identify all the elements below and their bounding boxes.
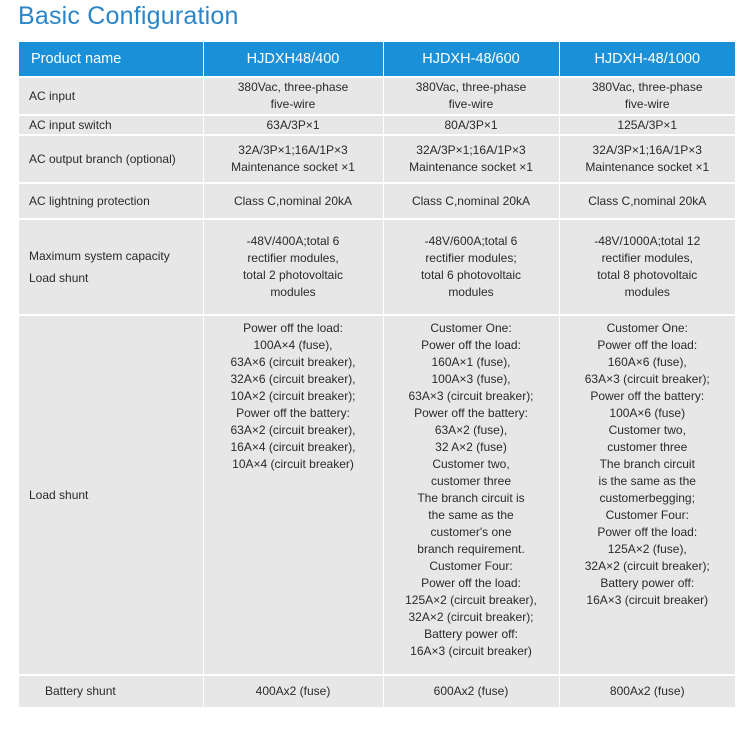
cell-line: 380Vac, three-phase: [591, 80, 703, 94]
cell-line: 600Ax2 (fuse): [433, 684, 509, 698]
cell-line: Customer One:: [606, 321, 688, 335]
cell-line: 125A×2 (fuse),: [607, 542, 687, 556]
cell-value: [559, 183, 735, 219]
table-row: [19, 135, 735, 183]
cell-line: Maintenance socket ×1: [409, 160, 533, 174]
row-label: AC lightning protection: [19, 183, 203, 219]
cell-line: Load shunt: [29, 270, 89, 285]
cell-line: Power off the load:: [421, 576, 521, 590]
cell-line: five-wire: [448, 97, 494, 111]
cell-line: Power off the battery:: [236, 406, 350, 420]
cell-line: five-wire: [624, 97, 670, 111]
cell-value: [203, 675, 383, 707]
cell-line: Power off the load:: [597, 525, 698, 539]
cell-line: 63A×2 (circuit breaker),: [230, 423, 356, 437]
cell-line: Battery power off:: [600, 576, 695, 590]
cell-line: 380Vac, three-phase: [415, 80, 527, 94]
cell-line: -48V/600A;total 6: [424, 234, 518, 248]
cell-line: -48V/1000A;total 12: [594, 234, 701, 248]
page-title: Basic Configuration: [18, 2, 239, 30]
table-row: [19, 115, 735, 135]
cell-line: Power off the battery:: [414, 406, 528, 420]
cell-line: 10A×2 (circuit breaker);: [230, 389, 356, 403]
cell-value: [559, 77, 735, 115]
cell-line: modules: [624, 285, 670, 299]
cell-value: [203, 315, 383, 675]
cell-line: customer three: [430, 474, 512, 488]
cell-line: Customer Four:: [429, 559, 513, 573]
cell-line: 100A×3 (fuse),: [431, 372, 511, 386]
cell-line: 125A/3P×1: [617, 117, 678, 132]
cell-line: 125A×2 (circuit breaker),: [405, 593, 537, 607]
cell-line: Maintenance socket ×1: [585, 160, 710, 174]
cell-value: [383, 315, 559, 675]
row-label: Load shunt: [19, 315, 203, 675]
cell-line: rectifier modules,: [601, 251, 693, 265]
cell-line: 32A/3P×1;16A/1P×3: [238, 143, 348, 157]
cell-value: [203, 219, 383, 315]
cell-line: Power off the load:: [597, 338, 698, 352]
cell-line: 32A×2 (circuit breaker);: [584, 559, 710, 573]
cell-line: modules: [270, 285, 316, 299]
cell-line: 63A×3 (circuit breaker);: [584, 372, 710, 386]
cell-value: [559, 219, 735, 315]
cell-line: customer three: [607, 440, 688, 454]
table-row: [19, 219, 735, 315]
cell-value: [203, 135, 383, 183]
cell-value: [383, 675, 559, 707]
cell-line: 160A×6 (fuse),: [607, 355, 687, 369]
cell-line: 16A×3 (circuit breaker): [410, 644, 532, 658]
cell-line: Customer two,: [432, 457, 510, 471]
table-row: [19, 183, 735, 219]
header-model-600: HJDXH-48/600: [383, 42, 559, 77]
row-label: AC output branch (optional): [19, 135, 203, 183]
cell-line: rectifier modules;: [425, 251, 517, 265]
cell-line: 63A×3 (circuit breaker);: [408, 389, 534, 403]
cell-line: 400Ax2 (fuse): [255, 684, 331, 698]
cell-line: total 2 photovoltaic: [242, 268, 344, 282]
cell-value: [383, 183, 559, 219]
cell-line: 63A/3P×1: [266, 117, 320, 132]
cell-value: [559, 675, 735, 707]
cell-value: [203, 77, 383, 115]
cell-line: -48V/400A;total 6: [246, 234, 340, 248]
cell-line: Customer One:: [430, 321, 512, 335]
cell-line: 380Vac, three-phase: [237, 80, 349, 94]
table-row: [19, 315, 735, 675]
cell-line: 100A×4 (fuse),: [253, 338, 333, 352]
header-model-1000: HJDXH-48/1000: [559, 42, 735, 77]
cell-line: Maintenance socket ×1: [231, 160, 355, 174]
cell-value: [559, 315, 735, 675]
cell-line: 16A×3 (circuit breaker): [586, 593, 709, 607]
cell-value: [203, 183, 383, 219]
cell-line: total 6 photovoltaic: [420, 268, 522, 282]
cell-line: Customer two,: [608, 423, 686, 437]
cell-value: [383, 77, 559, 115]
cell-line: 32A/3P×1;16A/1P×3: [416, 143, 526, 157]
cell-line: Customer Four:: [605, 508, 689, 522]
cell-line: 160A×1 (fuse),: [431, 355, 511, 369]
cell-line: Class C,nominal 20kA: [233, 193, 353, 208]
cell-line: 80A/3P×1: [444, 117, 498, 132]
cell-value: [203, 115, 383, 135]
cell-line: the same as the: [428, 508, 514, 522]
cell-line: branch requirement.: [417, 542, 525, 556]
cell-line: total 8 photovoltaic: [597, 268, 698, 282]
header-product-name: Product name: [19, 42, 203, 77]
cell-value: [383, 135, 559, 183]
cell-line: 32A×2 (circuit breaker);: [408, 610, 534, 624]
cell-line: 63A×6 (circuit breaker),: [230, 355, 356, 369]
config-table: [19, 42, 735, 707]
cell-line: Power off the load:: [421, 338, 521, 352]
cell-line: Power off the battery:: [590, 389, 705, 403]
cell-value: [383, 219, 559, 315]
table-header: [19, 42, 735, 77]
cell-line: Class C,nominal 20kA: [411, 193, 531, 208]
cell-line: is the same as the: [598, 474, 696, 488]
cell-line: 32A/3P×1;16A/1P×3: [592, 143, 702, 157]
table-row: [19, 77, 735, 115]
cell-line: Battery power off:: [424, 627, 518, 641]
cell-line: 10A×4 (circuit breaker): [232, 457, 354, 471]
cell-line: customer's one: [430, 525, 512, 539]
cell-value: [383, 115, 559, 135]
cell-line: Maximum system capacity: [29, 248, 170, 263]
cell-line: 16A×4 (circuit breaker),: [230, 440, 356, 454]
row-label: AC input switch: [19, 115, 203, 135]
row-label: Battery shunt: [19, 675, 203, 707]
cell-line: customerbegging;: [599, 491, 695, 505]
cell-line: five-wire: [270, 97, 316, 111]
cell-line: The branch circuit: [599, 457, 695, 471]
cell-line: rectifier modules,: [247, 251, 339, 265]
header-model-400: HJDXH48/400: [203, 42, 383, 77]
cell-line: The branch circuit is: [417, 491, 525, 505]
cell-line: 100A×6 (fuse): [609, 406, 686, 420]
cell-value: [559, 115, 735, 135]
row-label: AC input: [19, 77, 203, 115]
cell-line: 32A×6 (circuit breaker),: [230, 372, 356, 386]
cell-line: 32 A×2 (fuse): [435, 440, 507, 454]
cell-line: 800Ax2 (fuse): [609, 684, 685, 698]
table-row: [19, 675, 735, 707]
cell-line: Class C,nominal 20kA: [588, 193, 707, 208]
cell-line: Power off the load:: [243, 321, 343, 335]
cell-line: modules: [448, 285, 494, 299]
cell-value: [559, 135, 735, 183]
row-label-multiline: [19, 219, 203, 315]
cell-line: 63A×2 (fuse),: [434, 423, 508, 437]
